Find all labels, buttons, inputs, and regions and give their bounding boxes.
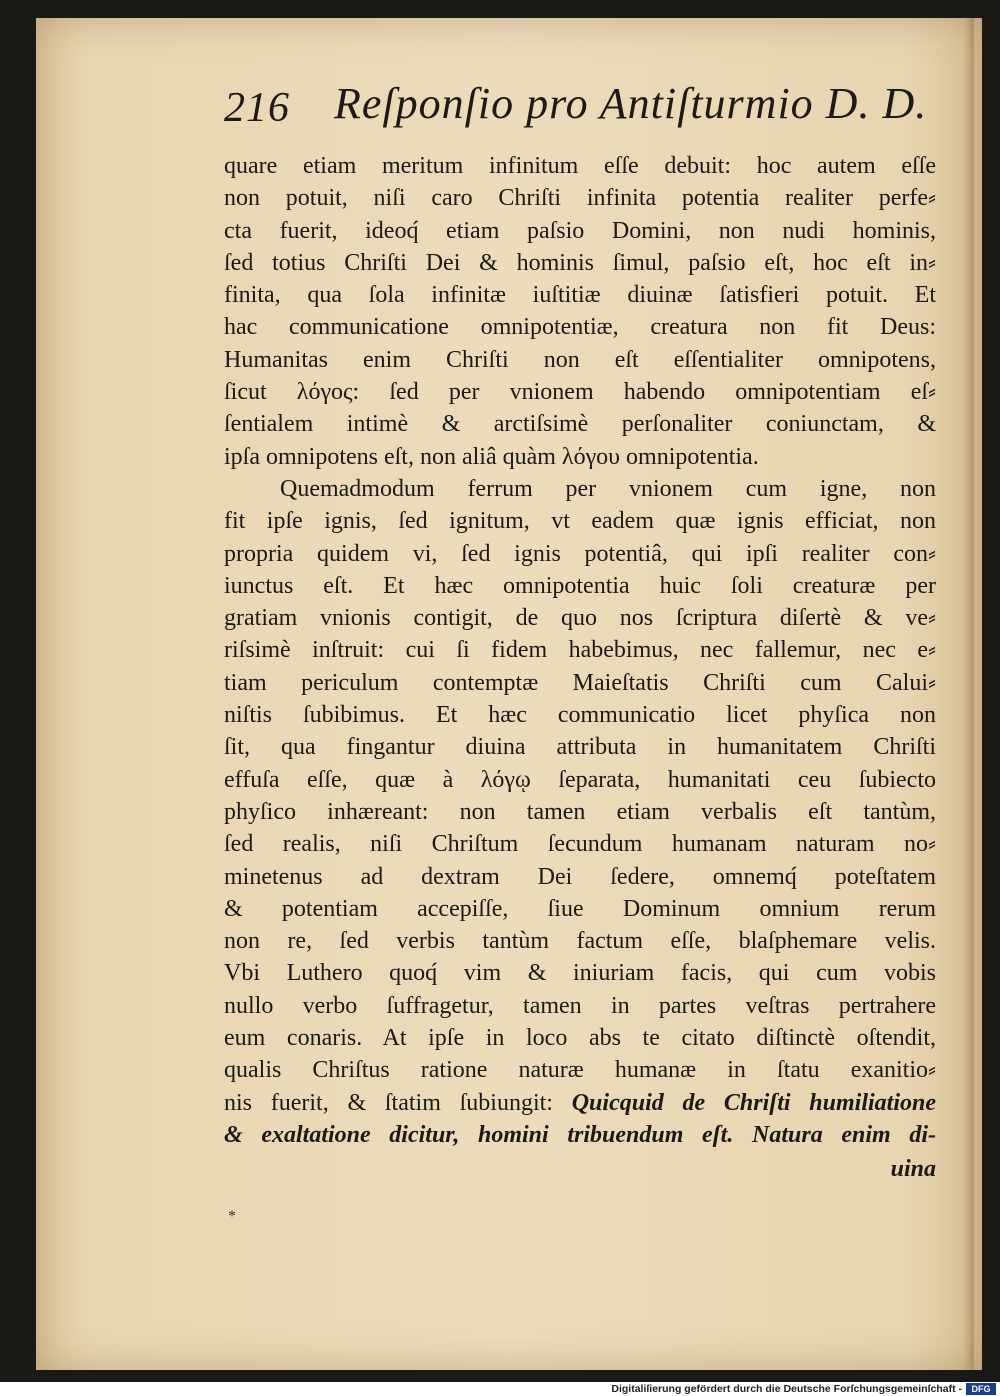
text-line-italic: & exaltatione dicitur, homini tribuendum eſt. Natura enim di- <box>224 1121 936 1148</box>
text-line <box>224 247 936 279</box>
text-line <box>224 505 936 537</box>
text-line <box>224 699 936 731</box>
text-line-roman: Humanitas enim Chriſti non eſt eſſentialiter omnipotens, <box>224 346 936 373</box>
text-line-roman: ipſa omnipotens eſt, non aliâ quàm λόγου omnipotentia. <box>224 443 759 470</box>
text-line-italic: Quicquid de Chriſti humiliatione <box>571 1089 936 1116</box>
text-line-roman: nis fuerit, & ſtatim ſubiungit: <box>224 1089 553 1116</box>
text-line-roman: quare etiam meritum infinitum eſſe debuit: hoc autem eſſe <box>224 153 936 179</box>
text-line <box>224 893 936 925</box>
text-line-roman: non potuit, niſi caro Chriſti infinita potentia realiter perfe⸗ <box>224 185 936 212</box>
text-line <box>224 150 936 182</box>
text-line <box>224 602 936 634</box>
page-header <box>224 78 928 148</box>
dfg-logo: DFG <box>966 1383 996 1395</box>
text-line-roman: ſed realis, niſi Chriſtum ſecundum humanam naturam no⸗ <box>224 831 936 858</box>
text-line-roman: iunctus eſt. Et hæc omnipotentia huic ſoli creaturæ per <box>224 572 936 599</box>
text-line-roman: cta fuerit, ideoq́ etiam paſsio Domini, non nudi hominis, <box>224 217 936 244</box>
page-edge-shadow <box>964 18 974 1370</box>
text-line-roman: Quemadmodum ferrum per vnionem cum igne, non <box>280 475 936 502</box>
text-line <box>224 311 936 343</box>
text-line <box>224 473 936 505</box>
text-line <box>224 1119 936 1151</box>
text-line <box>224 925 936 957</box>
footer <box>0 1382 1000 1396</box>
text-line-roman: riſsimè inſtruit: cui ſi fidem habebimus, nec fallemur, nec e⸗ <box>224 637 936 664</box>
text-line-roman: fit ipſe ignis, ſed ignitum, vt eadem quæ ignis efficiat, non <box>224 508 936 535</box>
catchword: uina <box>890 1156 936 1183</box>
page-number: 216 <box>224 85 290 131</box>
text-line-roman: ſed totius Chriſti Dei & hominis ſimul, paſsio eſt, hoc eſt in⸗ <box>224 249 936 276</box>
text-line <box>224 667 936 699</box>
text-line-roman: tiam periculum contemptæ Maieſtatis Chriſti cum Calui⸗ <box>224 669 936 696</box>
text-line <box>224 570 936 602</box>
text-line-roman: ſit, qua fingantur diuina attributa in humanitatem Chriſti <box>224 734 936 761</box>
text-line <box>224 764 936 796</box>
body-text <box>224 150 936 1185</box>
text-line <box>224 731 936 763</box>
text-line <box>224 634 936 666</box>
text-line <box>224 182 936 214</box>
text-line-roman: ſentialem intimè & arctiſsimè perſonaliter coniunctam, & <box>224 411 936 438</box>
text-line-roman: propria quidem vi, ſed ignis potentiâ, qui ipſi realiter con⸗ <box>224 540 936 567</box>
text-line-roman: non re, ſed verbis tantùm factum eſſe, blaſphemare velis. <box>224 928 936 955</box>
footer-credit: Digitaliſierung gefördert durch die Deutsche Forſchungsgemeinſchaft - <box>611 1383 962 1395</box>
stray-mark: * <box>228 1208 236 1225</box>
running-head: Reſponſio pro Antiſturmio D. D. <box>334 79 928 128</box>
text-line-roman: niſtis ſubibimus. Et hæc communicatio licet phyſica non <box>224 702 936 729</box>
text-line <box>224 376 936 408</box>
text-line <box>224 957 936 989</box>
text-line-roman: phyſico inhæreant: non tamen etiam verbalis eſt tantùm, <box>224 798 936 825</box>
text-line <box>224 441 936 473</box>
text-line <box>224 538 936 570</box>
text-line <box>224 279 936 311</box>
text-line-roman: Vbi Luthero quoq́ vim & iniuriam facis, qui cum vobis <box>224 960 936 987</box>
text-line <box>224 796 936 828</box>
text-line <box>224 1054 936 1086</box>
text-line <box>224 344 936 376</box>
text-line <box>224 215 936 247</box>
text-line-roman: finita, qua ſola infinitæ iuſtitiæ diuinæ ſatisfieri potuit. Et <box>224 282 936 309</box>
text-line <box>224 990 936 1022</box>
text-line <box>224 828 936 860</box>
text-line-roman: & potentiam accepiſſe, ſiue Dominum omnium rerum <box>224 895 936 922</box>
text-line-roman: effuſa eſſe, quæ à λόγῳ ſeparata, humanitati ceu ſubiecto <box>224 766 936 793</box>
text-line-roman: qualis Chriſtus ratione naturæ humanæ in ſtatu exanitio⸗ <box>224 1057 936 1084</box>
text-line-roman: ſicut λόγος: ſed per vnionem habendo omnipotentiam eſ⸗ <box>224 379 936 406</box>
text-line-roman: gratiam vnionis contigit, de quo nos ſcriptura diſertè & ve⸗ <box>224 605 936 632</box>
text-line <box>224 408 936 440</box>
text-line-roman: hac communicatione omnipotentiæ, creatura non fit Deus: <box>224 314 936 341</box>
text-line <box>224 1087 936 1119</box>
text-line <box>224 1022 936 1054</box>
text-line <box>224 861 936 893</box>
text-line-roman: nullo verbo ſuffragetur, tamen in partes veſtras pertrahere <box>224 992 936 1019</box>
text-line-roman: minetenus ad dextram Dei ſedere, omnemq́ poteſtatem <box>224 863 936 890</box>
text-line-roman: eum conaris. At ipſe in loco abs te citato diſtinctè oſtendit, <box>224 1025 936 1052</box>
